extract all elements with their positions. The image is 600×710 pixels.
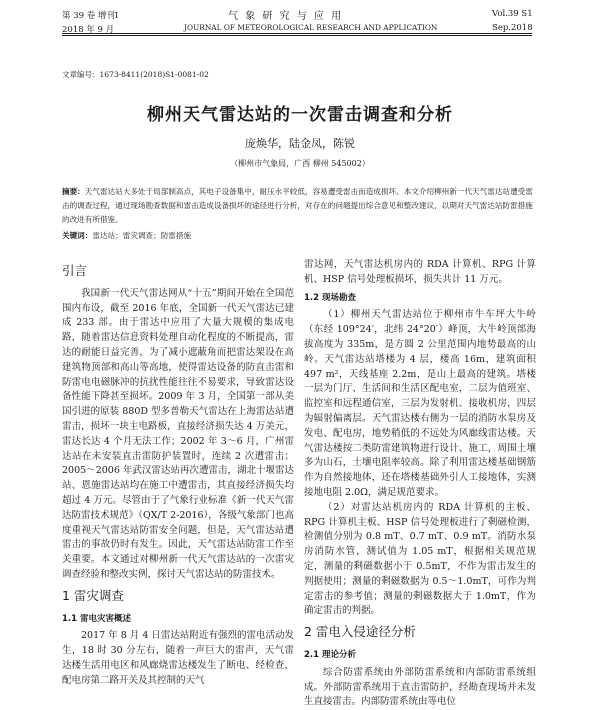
- volume-info-en: Vol.39 S1: [492, 9, 533, 19]
- journal-title-cn: 气 象 研 究 与 应 用: [228, 11, 344, 22]
- intro-heading: 引言: [62, 263, 88, 278]
- section-1-heading: 1 雷灾调查: [62, 587, 124, 603]
- running-header: [0, 3, 600, 47]
- section-1-2-paragraph-2: （2）对雷达站机房内的 RDA 计算机的主板、RPG 计算机主板、HSP 信号处理板进行了剩磁检测，检测值分别为 0.8 mT、0.7 mT、0.9 mT。消防水泵房消防水管，测试值为 1.05 mT，根据相关规范规定，测量的剩磁数据小于 0.5mT，不作为雷击发生的判据使用；测量的剩磁数据为 0.5～1.0mT，可作为判定雷击的参考值；测量的剩磁数据大于 1.0mT，作为确定雷击的判据。: [304, 501, 536, 617]
- section-1-1-paragraph: 2017 年 8 月 4 日雷达站附近有强烈的雷电活动发生，18 时 30 分左右，随着一声巨大的雷声，天气雷达楼生活用电区和风廊烧雷达楼发生了断电、经检查，配电房第二路开关及其控制的天气: [62, 630, 294, 686]
- header-rule-thin: [62, 35, 532, 36]
- right-column: [304, 258, 536, 710]
- section-1-2-heading: 1.2 现场勘查: [304, 292, 357, 303]
- page-title: 柳州天气雷达站的一次雷击调查和分析: [147, 105, 453, 125]
- section-1-1-heading: 1.1 雷电灾害概述: [62, 613, 132, 624]
- volume-info: 第 39 卷 增刊Ⅰ: [62, 11, 119, 21]
- affiliation: （柳州市气象局，广西 柳州 545002）: [230, 159, 370, 168]
- authors: 庞焕华，陆金凤，陈锐: [245, 137, 355, 150]
- section-2-heading: 2 雷电入侵途径分析: [304, 624, 416, 640]
- article-number: 文章编号：1673-8411(2018)S1-0081-02: [62, 70, 209, 79]
- section-2-1-paragraph: 综合防雷系统由外部防雷系统和内部防雷系统组成。外部防雷系统用于直击雷防护，经勘查现场并未发生直接雷击。内部防雷系统由等电位: [304, 666, 536, 708]
- keywords-label: 关键词：: [62, 231, 93, 240]
- abstract-label: 摘要：: [62, 187, 85, 196]
- continued-paragraph: 雷达网，天气雷达机房内的 RDA 计算机、RPG 计算机、HSP 信号处理板损坏，损失共计 11 万元。: [304, 259, 536, 285]
- section-1-2-paragraph-1: （1）柳州天气雷达站位于柳州市牛车坪大牛岭（东经 109°24′，北纬 24°20′）峰顶，大牛岭顶部海拔高度为 335m，是方圆 2 公里范围内地势最高的山岭。天气雷达站塔楼为 4 层，楼高 16m，建筑面积 497 m²，天线基座 2.2m，是山上最高的建筑。塔楼一层为门厅、生活间和生活区配电室，二层为值班室、监控室和远程通信室，三层为发射机、接收机房，四层为辐射偏离层。天气雷达楼右侧为一层的消防水泵房及发电、配电房，地势稍低的不远处为风廊线雷达楼。天气雷达楼按二类防雷建筑物进行设计、施工，周围土壤多为山石，土壤电阻率较高。除了利用雷达楼基础钢筋作为自然接地体，还在塔楼基础外引人工接地体，实测接地电阻 2.0Ω，满足规范要求。: [304, 309, 536, 498]
- issue-date: 2018 年 9 月: [62, 25, 115, 35]
- issue-date-en: Sep.2018: [492, 23, 533, 33]
- header-rule: [62, 33, 532, 34]
- journal-title-en: JOURNAL OF METEOROLOGICAL RESEARCH AND APPLICATION: [184, 23, 438, 32]
- intro-paragraph: 我国新一代天气雷达网从“十五”期间开始在全国范围内布设，截至 2016 年底，全国新一代天气雷达已建成 233 部。由于雷达中应用了大量大规模的集成电路，随着雷达信息资料处理自动化程度的不断提高，雷达的耐能日益完善，为了减小遮蔽角而把雷达架设在高建筑物顶部和高山等高地，使得雷达设备的防直击雷和防雷电电磁脉冲的抗扰性能往往不易要求，导致雷达设备性能下降甚至损坏。2009 年 3 月，全国第一部从美国引进的原装 880D 型多普勒天气雷达在上海雷达站遭雷击，损坏一块主电路板，直接经济损失达 4 万美元，雷达长达 4 个月无法工作；2002 年 3～6 月，广州雷达站在未安装直击雷防护装置时，连续 2 次遭雷击；2005～2006 年武汉雷达站再次遭雷击，湖北十堰雷达站、恩施雷达站均在施工中遭雷击，其直接经济损失均超过 4 万元。尽管由于了气象行业标准《新一代天气雷达防雷技术规范》（QX/T 2-2016），各级气象部门也高度重视天气雷达站防雷安全问题，但是，天气雷达站遭雷击的事故仍时有发生。因此，天气雷达站防雷工作至关重要。本文通过对柳州新一代天气雷达站的一次雷灾调查经验和整改实例，探讨天气雷达站的防雷技术。: [62, 287, 294, 580]
- keywords-text: 雷达站；雷灾调查；防雷措施: [92, 231, 192, 240]
- section-2-1-heading: 2.1 理论分析: [304, 649, 357, 660]
- left-column: [62, 258, 294, 689]
- abstract: [62, 185, 534, 227]
- abstract-text: 天气雷达站大多处于局部制高点，其电子设备集中，耐压水平较低，容易遭受雷击而造成损坏。本文介绍柳州新一代天气雷达站遭受雷击的调查过程，通过现场勘查数据和雷击造成设备损坏的途径进行分析，对存在的问题提出综合意见和整改建议，以期对天气雷达站防雷措施的改进有所借鉴。: [62, 187, 533, 224]
- keywords: [62, 230, 534, 241]
